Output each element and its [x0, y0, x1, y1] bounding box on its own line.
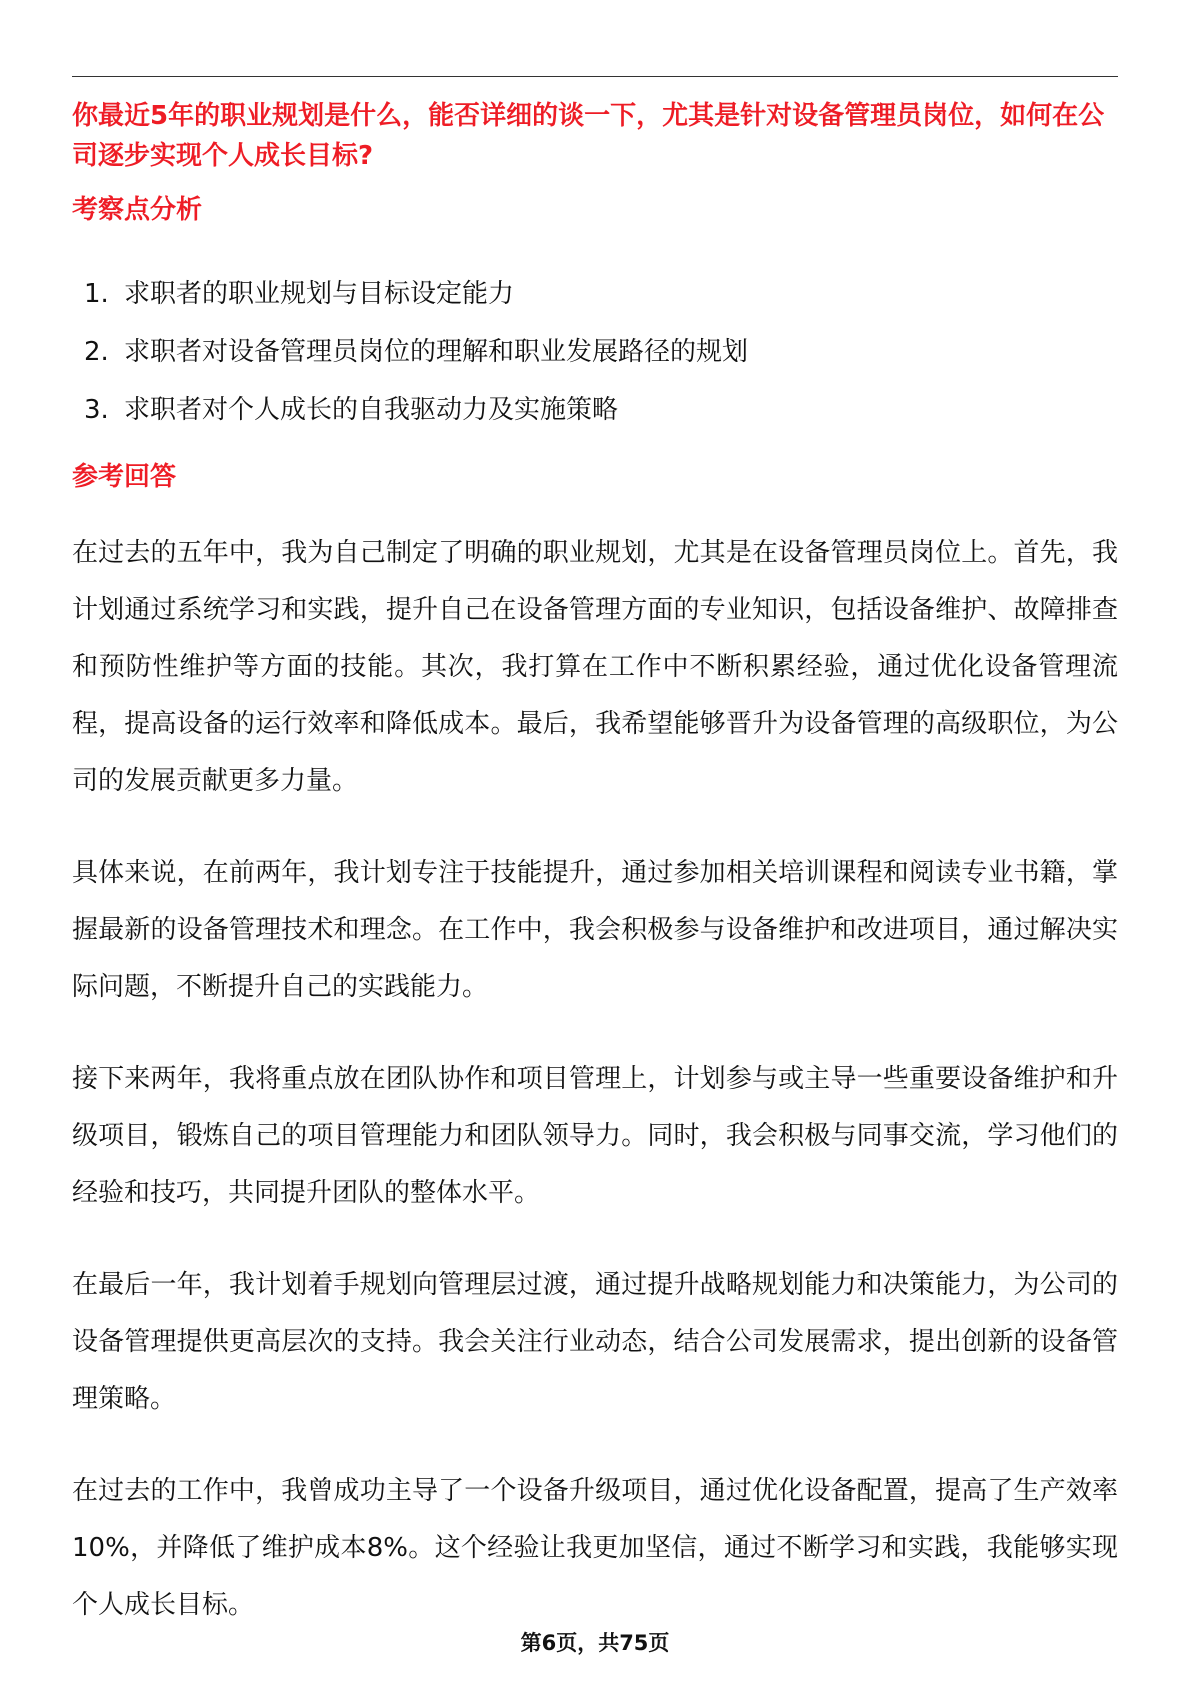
point-number: 1.: [84, 279, 109, 309]
point-text: 求职者的职业规划与目标设定能力: [124, 279, 515, 309]
answer-paragraph: 在最后一年，我计划着手规划向管理层过渡，通过提升战略规划能力和决策能力，为公司的设备管理提供更高层次的支持。我会关注行业动态，结合公司发展需求，提出创新的设备管理策略。: [72, 1270, 1118, 1414]
answer-heading: 参考回答: [72, 462, 177, 492]
point-number: 3.: [84, 395, 109, 425]
analysis-point: [84, 265, 748, 323]
analysis-points-list: [84, 265, 748, 439]
point-text: 求职者对个人成长的自我驱动力及实施策略: [124, 395, 619, 425]
point-text: 求职者对设备管理员岗位的理解和职业发展路径的规划: [124, 337, 749, 367]
top-divider: [72, 76, 1118, 77]
answer-paragraph: 在过去的五年中，我为自己制定了明确的职业规划，尤其是在设备管理员岗位上。首先，我计划通过系统学习和实践，提升自己在设备管理方面的专业知识，包括设备维护、故障排查和预防性维护等方面的技能。其次，我打算在工作中不断积累经验，通过优化设备管理流程，提高设备的运行效率和降低成本。最后，我希望能够晋升为设备管理的高级职位，为公司的发展贡献更多力量。: [72, 538, 1118, 796]
question-title: 你最近5年的职业规划是什么，能否详细的谈一下，尤其是针对设备管理员岗位，如何在公司逐步实现个人成长目标?: [72, 101, 1105, 171]
answer-paragraph: 具体来说，在前两年，我计划专注于技能提升，通过参加相关培训课程和阅读专业书籍，掌握最新的设备管理技术和理念。在工作中，我会积极参与设备维护和改进项目，通过解决实际问题，不断提升自己的实践能力。: [72, 858, 1118, 1002]
answer-body: [72, 525, 1118, 1669]
analysis-point: [84, 323, 748, 381]
answer-paragraph: 在过去的工作中，我曾成功主导了一个设备升级项目，通过优化设备配置，提高了生产效率10%，并降低了维护成本8%。这个经验让我更加坚信，通过不断学习和实践，我能够实现个人成长目标。: [72, 1476, 1118, 1620]
page-number: 第6页，共75页: [520, 1631, 670, 1655]
answer-paragraph: 接下来两年，我将重点放在团队协作和项目管理上，计划参与或主导一些重要设备维护和升级项目，锻炼自己的项目管理能力和团队领导力。同时，我会积极与同事交流，学习他们的经验和技巧，共同提升团队的整体水平。: [72, 1064, 1118, 1208]
analysis-heading: 考察点分析: [72, 195, 203, 225]
point-number: 2.: [84, 337, 109, 367]
analysis-point: [84, 381, 748, 439]
